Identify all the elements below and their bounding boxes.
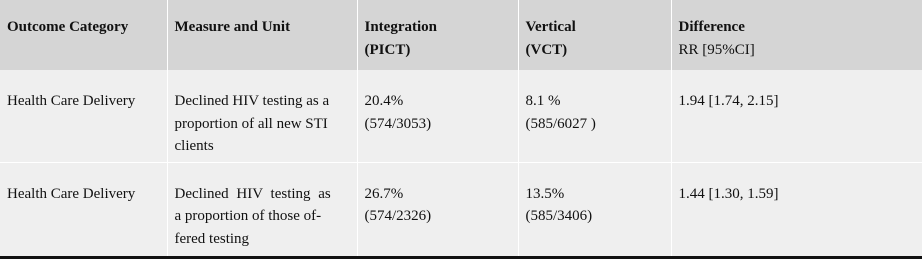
header-vertical-subtitle: (VCT) [525, 41, 568, 58]
header-integration-subtitle: (PICT) [364, 41, 411, 58]
header-difference-unit: RR [95%CI] [678, 41, 755, 58]
cell-difference: 1.44 [1.30, 1.59] [671, 162, 922, 259]
cell-outcome-category: Health Care Delivery [0, 70, 167, 162]
header-outcome-category: Outcome Category [0, 0, 167, 70]
header-vertical [518, 0, 671, 70]
header-integration [357, 0, 518, 70]
header-difference-title: Difference [678, 19, 745, 35]
cell-outcome-category: Health Care Delivery [0, 162, 167, 259]
cell-measure-and-unit: Declined HIV testing as a proportion of those of- fered testing [167, 162, 357, 259]
table-row [0, 70, 922, 162]
header-vertical-title: Vertical [525, 19, 576, 35]
header-row [0, 0, 922, 70]
header-difference [671, 0, 922, 70]
cell-measure-and-unit: Declined HIV testing as a proportion of all new STI clients [167, 70, 357, 162]
table-row [0, 162, 922, 259]
cell-vertical: 13.5% (585/3406) [518, 162, 671, 259]
cell-integration: 20.4% (574/3053) [357, 70, 518, 162]
cell-integration: 26.7% (574/2326) [357, 162, 518, 259]
header-measure-and-unit: Measure and Unit [167, 0, 357, 70]
bottom-rule [0, 256, 922, 259]
table-body [0, 70, 922, 259]
table-header [0, 0, 922, 70]
cell-difference: 1.94 [1.74, 2.15] [671, 70, 922, 162]
cell-vertical: 8.1 % (585/6027 ) [518, 70, 671, 162]
header-integration-title: Integration [364, 19, 437, 35]
